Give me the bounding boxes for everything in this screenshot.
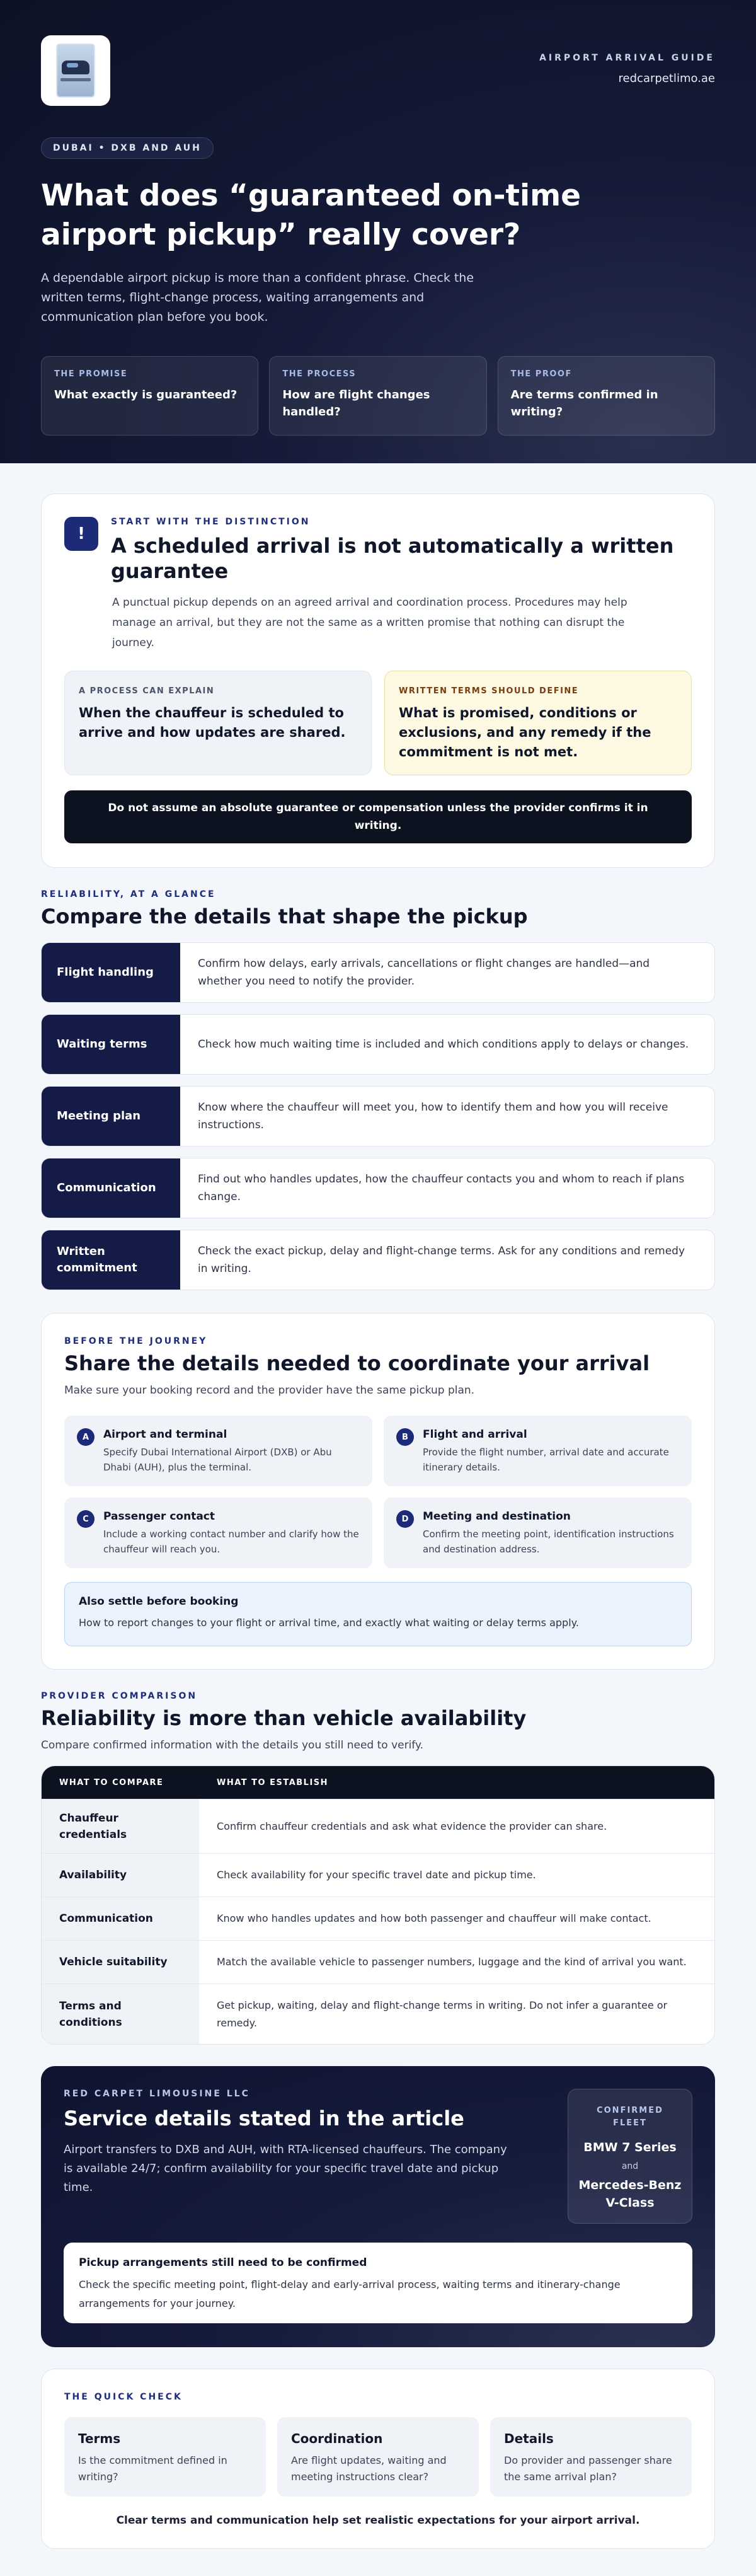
table-cell-label: Communication <box>42 1897 199 1940</box>
table-cell-value: Know who handles updates and how both passenger and chauffeur will make contact. <box>217 1912 651 1924</box>
hero-card-process[interactable] <box>269 356 486 436</box>
item-title: Coordination <box>291 2431 383 2446</box>
fleet-model: Mercedes-Benz V-Class <box>578 2178 682 2210</box>
item-desc: Do provider and passenger share the same arrival plan? <box>504 2454 672 2483</box>
company-kicker: RED CARPET LIMOUSINE LLC <box>64 2089 250 2099</box>
fleet-and: and <box>621 2161 639 2171</box>
brand-logo[interactable] <box>41 35 110 106</box>
item-badge: C <box>77 1510 94 1528</box>
table-row <box>42 1940 714 1984</box>
section-kicker: PROVIDER COMPARISON <box>41 1691 198 1701</box>
service-lead: Airport transfers to DXB and AUH, with RTA-licensed chauffeurs. The company is available 24/7; confirm availability for your specific travel date and pickup time. <box>64 2143 507 2194</box>
table-header <box>42 1766 714 1799</box>
hero-card-kicker: THE PROMISE <box>54 369 128 379</box>
item-title: Terms <box>78 2431 121 2446</box>
fleet-kicker: CONFIRMED FLEET <box>597 2106 663 2128</box>
table-cell-label: Chauffeur credentials <box>42 1799 199 1853</box>
hero-section <box>0 0 756 463</box>
hero-card-kicker: THE PROCESS <box>282 369 357 379</box>
written-terms-box <box>384 671 692 775</box>
settle-callout <box>64 1582 692 1646</box>
note-title: Pickup arrangements still need to be confirmed <box>79 2256 367 2269</box>
quick-item-details <box>490 2417 692 2497</box>
table-cell-label: Vehicle suitability <box>42 1941 199 1984</box>
table-cell-value: Confirm chauffeur credentials and ask what evidence the provider can share. <box>217 1820 607 1832</box>
reliability-row <box>41 1086 715 1146</box>
table-cell-label: Terms and conditions <box>42 1984 199 2044</box>
table-cell-value: Match the available vehicle to passenger numbers, luggage and the kind of arrival you want. <box>217 1956 687 1968</box>
item-title: Airport and terminal <box>103 1428 227 1441</box>
table-row <box>42 1897 714 1940</box>
table-row <box>42 1853 714 1897</box>
detail-item-airport <box>64 1416 372 1486</box>
location-pill: DUBAI • DXB AND AUH <box>41 137 214 159</box>
service-note <box>64 2243 692 2323</box>
section-title: A scheduled arrival is not automatically a written guarantee <box>111 534 674 583</box>
item-title: Meeting and destination <box>423 1510 571 1523</box>
provider-comparison-section <box>41 1691 715 2045</box>
hero-lead: A dependable airport pickup is more than a confident phrase. Check the written terms, flight-change process, waiting arrangements and communication plan before you book. <box>41 271 474 324</box>
item-desc: Is the commitment defined in writing? <box>78 2454 227 2483</box>
section-title: Share the details needed to coordinate your arrival <box>64 1351 650 1375</box>
item-desc: Provide the flight number, arrival date and accurate itinerary details. <box>423 1447 669 1473</box>
hero-card-proof[interactable] <box>498 356 715 436</box>
quick-check-section <box>41 2369 715 2549</box>
reliability-row <box>41 1014 715 1075</box>
section-sub: Make sure your booking record and the provider have the same pickup plan. <box>64 1384 475 1397</box>
row-desc: Check how much waiting time is included and which conditions apply to delays or changes. <box>198 1038 689 1051</box>
quick-item-coordination <box>277 2417 479 2497</box>
item-badge: A <box>77 1428 94 1446</box>
item-desc: Confirm the meeting point, identification instructions and destination address. <box>423 1528 674 1555</box>
callout-title: Also settle before booking <box>79 1595 239 1608</box>
comparison-table <box>41 1765 715 2045</box>
reliability-row <box>41 942 715 1003</box>
reliability-row <box>41 1158 715 1218</box>
fleet-model: BMW 7 Series <box>583 2140 677 2154</box>
alert-icon: ! <box>64 517 98 551</box>
note-desc: Check the specific meeting point, flight-delay and early-arrival process, waiting terms and itinerary-change arrangements for your journey. <box>79 2279 621 2309</box>
item-desc: Specify Dubai International Airport (DXB) or Abu Dhabi (AUH), plus the terminal. <box>103 1447 332 1473</box>
car-photo-icon <box>56 43 95 98</box>
hero-cards <box>41 356 715 436</box>
column-header: WHAT TO ESTABLISH <box>217 1777 329 1788</box>
hero-card-kicker: THE PROOF <box>510 369 572 379</box>
table-row <box>42 1984 714 2044</box>
row-desc: Check the exact pickup, delay and flight-change terms. Ask for any conditions and remedy in writing. <box>198 1245 685 1275</box>
quick-item-terms <box>64 2417 266 2497</box>
process-explain-box <box>64 671 372 775</box>
row-desc: Find out who handles updates, how the chauffeur contacts you and whom to reach if plans change. <box>198 1173 685 1203</box>
section-kicker: THE QUICK CHECK <box>64 2392 183 2402</box>
table-cell-value: Check availability for your specific travel date and pickup time. <box>217 1869 536 1881</box>
site-domain[interactable]: redcarpetlimo.ae <box>618 72 715 85</box>
guide-kicker: AIRPORT ARRIVAL GUIDE <box>539 53 715 63</box>
item-title: Details <box>504 2431 554 2446</box>
callout-desc: How to report changes to your flight or arrival time, and exactly what waiting or delay terms apply. <box>79 1617 579 1629</box>
table-cell-label: Availability <box>42 1854 199 1897</box>
box-text: When the chauffeur is scheduled to arrive and how updates are shared. <box>79 705 346 740</box>
service-details-section <box>41 2066 715 2347</box>
section-title: Reliability is more than vehicle availability <box>41 1706 527 1730</box>
detail-item-meeting <box>384 1498 692 1568</box>
row-label: Written commitment <box>42 1230 180 1290</box>
hero-card-text: Are terms confirmed in writing? <box>510 388 658 419</box>
row-label: Meeting plan <box>42 1087 180 1146</box>
page-title: What does “guaranteed on-time airport pickup” really cover? <box>41 178 581 252</box>
section-sub: Compare confirmed information with the details you still need to verify. <box>41 1739 424 1752</box>
share-details-section <box>41 1313 715 1670</box>
item-title: Passenger contact <box>103 1510 215 1523</box>
quick-footer: Clear terms and communication help set realistic expectations for your airport arrival. <box>116 2514 640 2527</box>
table-row <box>42 1799 714 1853</box>
detail-item-flight <box>384 1416 692 1486</box>
item-desc: Include a working contact number and clarify how the chauffeur will reach you. <box>103 1528 359 1555</box>
table-cell-value: Get pickup, waiting, delay and flight-change terms in writing. Do not infer a guarantee or remedy. <box>217 1999 668 2029</box>
detail-item-contact <box>64 1498 372 1568</box>
item-badge: B <box>396 1428 414 1446</box>
reliability-row <box>41 1230 715 1290</box>
reliability-section <box>41 889 715 1290</box>
item-title: Flight and arrival <box>423 1428 527 1441</box>
fleet-card <box>568 2089 692 2224</box>
column-header: WHAT TO COMPARE <box>59 1777 164 1788</box>
item-desc: Are flight updates, waiting and meeting instructions clear? <box>291 2454 447 2483</box>
box-text: What is promised, conditions or exclusions, and any remedy if the commitment is not met. <box>399 705 651 760</box>
box-kicker: A PROCESS CAN EXPLAIN <box>79 686 215 696</box>
box-kicker: WRITTEN TERMS SHOULD DEFINE <box>399 686 579 696</box>
section-body: A punctual pickup depends on an agreed arrival and coordination process. Procedures may help manage an arrival, but they are not the same as a written promise that nothing can disrupt the journey. <box>112 596 627 649</box>
hero-card-text: What exactly is guaranteed? <box>54 388 238 401</box>
distinction-section <box>41 494 715 868</box>
row-label: Flight handling <box>42 943 180 1002</box>
section-kicker: START WITH THE DISTINCTION <box>111 517 311 527</box>
row-label: Communication <box>42 1158 180 1218</box>
section-kicker: BEFORE THE JOURNEY <box>64 1336 208 1346</box>
section-title: Service details stated in the article <box>64 2106 464 2130</box>
section-title: Compare the details that shape the pickup <box>41 904 528 928</box>
row-label: Waiting terms <box>42 1015 180 1074</box>
section-kicker: RELIABILITY, AT A GLANCE <box>41 889 216 899</box>
warning-banner: Do not assume an absolute guarantee or compensation unless the provider confirms it in writing. <box>64 790 692 843</box>
item-badge: D <box>396 1510 414 1528</box>
hero-card-promise[interactable] <box>41 356 258 436</box>
row-desc: Know where the chauffeur will meet you, how to identify them and how you will receive instructions. <box>198 1101 668 1131</box>
hero-card-text: How are flight changes handled? <box>282 388 430 419</box>
row-desc: Confirm how delays, early arrivals, cancellations or flight changes are handled—and whether you need to notify the provider. <box>198 957 650 988</box>
